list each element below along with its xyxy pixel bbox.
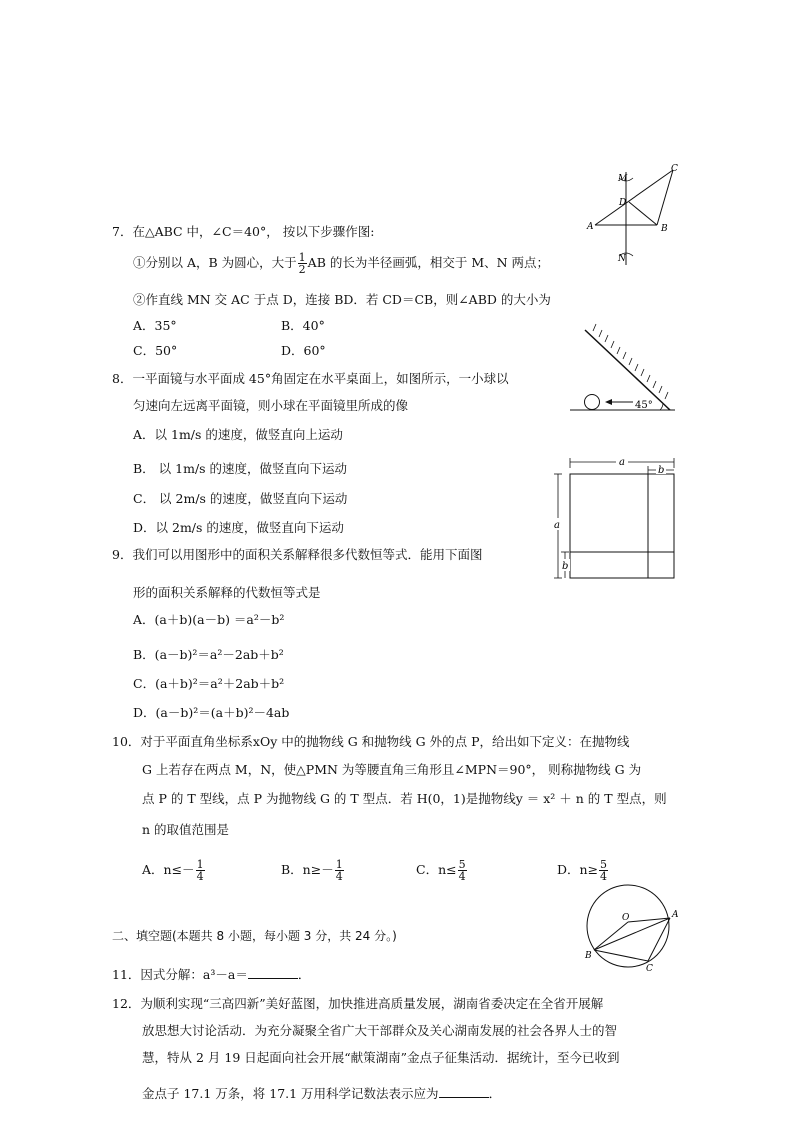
q7-fig-label-d: D	[619, 198, 627, 208]
q7-triangle-figure	[585, 160, 685, 270]
q9-fig-label-b-top: b	[658, 465, 665, 476]
q12-answer-blank[interactable]	[439, 1085, 489, 1098]
section-2-heading: 二、填空题(本题共 8 小题，每小题 3 分，共 24 分。)	[112, 929, 397, 943]
q7-fig-label-b: B	[661, 224, 668, 234]
q11-end: ．	[297, 967, 311, 982]
q10-line-1: 10．对于平面直角坐标系xOy 中的抛物线 G 和抛物线 G 外的点 P，给出如下定义：在抛物线	[112, 734, 630, 749]
circle-label-c: C	[646, 964, 653, 974]
q12-line-4	[142, 1085, 501, 1102]
circle-label-a: A	[672, 910, 679, 920]
q9-option-b: B．(a－b)²＝a²－2ab＋b²	[133, 647, 284, 662]
q9-square-figure	[548, 452, 683, 584]
circle-label-b: B	[585, 951, 592, 961]
q7-option-a: A．35°	[133, 318, 177, 333]
q7-step1	[133, 252, 549, 275]
q11-answer-blank[interactable]	[248, 966, 298, 979]
q7-step2: ②作直线 MN 交 AC 于点 D，连接 BD．若 CD＝CB，则∠ABD 的大小为	[133, 292, 551, 307]
q10-line-4: n 的取值范围是	[142, 822, 230, 837]
q10-option-c: C．n≤ $\frac{5}{4}$	[416, 858, 466, 883]
q12-line-2: 放思想大讨论活动．为充分凝聚全省广大干部群众及关心湖南发展的社会各界人士的智	[142, 1023, 618, 1038]
q10-line-2: G 上若存在两点 M，N，使△PMN 为等腰直角三角形且∠MPN＝90°， 则称抛物线 G 为	[142, 762, 642, 777]
q7-step1-a: ①分别以 A，B 为圆心，大于	[133, 255, 297, 270]
q7-fig-label-c: C	[671, 164, 678, 174]
q7-stem: 7．在△ABC 中，∠C＝40°， 按以下步骤作图:	[112, 224, 375, 239]
q7-option-c: C．50°	[133, 343, 178, 358]
q10-line-3: 点 P 的 T 型线，点 P 为抛物线 G 的 T 型点．若 H(0，1)是抛物线y ＝ x² ＋ n 的 T 型点，则	[142, 791, 667, 806]
q8-option-a: A．以 1m/s 的速度，做竖直向上运动	[133, 427, 343, 442]
q11-text: 11．因式分解：a³－a＝	[112, 967, 248, 982]
q8-option-c: C． 以 2m/s 的速度，做竖直向下运动	[133, 491, 348, 506]
q8-mirror-figure	[565, 320, 680, 415]
q8-stem-2: 匀速向左远离平面镜，则小球在平面镜里所成的像	[133, 398, 409, 413]
q9-option-c: C．(a＋b)²＝a²＋2ab＋b²	[133, 676, 285, 691]
q12-line-4-text: 金点子 17.1 万条，将 17.1 万用科学记数法表示应为	[142, 1086, 439, 1101]
q11-line	[112, 966, 310, 983]
q7-fraction: $\frac{1}{2}$	[298, 251, 306, 276]
q7-fig-label-a: A	[587, 222, 594, 232]
q7-fig-label-n: N	[618, 254, 626, 264]
q9-stem-2: 形的面积关系解释的代数恒等式是	[133, 585, 321, 600]
q12-end: ．	[488, 1086, 502, 1101]
circle-label-o: O	[622, 913, 630, 923]
q10-option-d: D．n≥ $\frac{5}{4}$	[557, 858, 608, 883]
q7-option-d: D．60°	[281, 343, 326, 358]
q8-fig-angle: 45°	[635, 400, 653, 411]
q7-option-b: B．40°	[281, 318, 325, 333]
q9-stem-1: 9．我们可以用图形中的面积关系解释很多代数恒等式．能用下面图	[112, 547, 483, 562]
q12-line-3: 慧，特从 2 月 19 日起面向社会开展“献策湖南”金点子征集活动．据统计，至今已收到	[142, 1050, 620, 1065]
q8-stem-1: 8．一平面镜与水平面成 45°角固定在水平桌面上，如图所示，一小球以	[112, 371, 509, 386]
q10-option-b: B．n≥－ $\frac{1}{4}$	[281, 858, 343, 883]
q7-fig-label-m: M	[618, 174, 628, 184]
q9-fig-label-a-left: a	[554, 520, 560, 531]
q8-option-d: D．以 2m/s 的速度，做竖直向下运动	[133, 520, 344, 535]
q12-line-1: 12．为顺利实现“三高四新”美好蓝图，加快推进高质量发展，湖南省委决定在全省开展解	[112, 996, 604, 1011]
q8-option-b: B． 以 1m/s 的速度，做竖直向下运动	[133, 461, 348, 476]
q9-option-a: A．(a＋b)(a－b) ＝a²－b²	[133, 612, 285, 627]
q7-step1-b: AB 的长为半径画弧，相交于 M、N 两点；	[307, 255, 550, 270]
q9-fig-label-a-top: a	[619, 457, 625, 468]
circle-figure	[580, 880, 690, 975]
q9-option-d: D．(a－b)²＝(a＋b)²－4ab	[133, 705, 290, 720]
q10-option-a: A．n≤－ $\frac{1}{4}$	[142, 858, 204, 883]
q9-fig-label-b-left: b	[562, 561, 569, 572]
